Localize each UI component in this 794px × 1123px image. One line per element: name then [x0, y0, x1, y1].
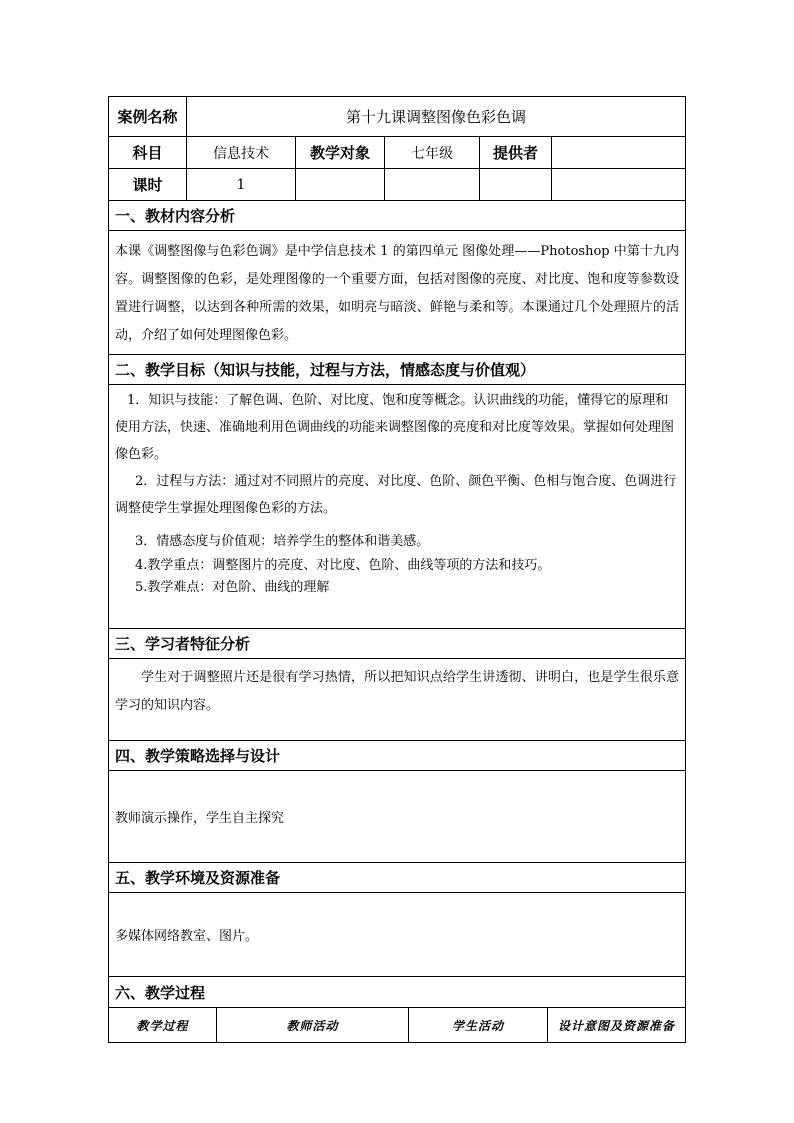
section-1-body: 本课《调整图像与色彩色调》是中学信息技术 1 的第四单元 图像处理——Photoshop 中第十九内容。调整图像的色彩，是处理图像的一个重要方面，包括对图像的亮度、对比度、饱和度等参数设置进行调整，以达到各种所需的效果，如明亮与暗淡、鲜艳与柔和等。本课通过几个处理照片的活动，介绍了如何处理图像色彩。: [109, 231, 686, 355]
section-6-title: 六、教学过程: [109, 977, 686, 1008]
hours-value: 1: [187, 169, 296, 201]
process-header-table: [108, 1007, 686, 1043]
section-5-title: 五、教学环境及资源准备: [109, 863, 686, 893]
audience-label: 教学对象: [296, 137, 385, 169]
case-name-label: 案例名称: [109, 97, 187, 137]
goal-process: 2．过程与方法：通过对不同照片的亮度、对比度、色阶、颜色平衡、色相与饱合度、色调进行调整使学生掌握处理图像色彩的方法。: [115, 474, 677, 516]
lesson-plan-page: [108, 96, 685, 1043]
subject-label: 科目: [109, 137, 187, 169]
subject-value: 信息技术: [187, 137, 296, 169]
section-2-title: 二、教学目标（知识与技能，过程与方法，情感态度与价值观）: [109, 355, 686, 385]
goal-attitude: 3．情感态度与价值观：培养学生的整体和谐美感。: [135, 534, 430, 549]
section-4-body: 教师演示操作，学生自主探究: [109, 771, 686, 863]
teacher-activity-header: 教师活动: [217, 1008, 409, 1043]
goal-knowledge: 1．知识与技能：了解色调、色阶、对比度、饱和度等概念。认识曲线的功能，懂得它的原理和使用方法，快速、准确地利用色调曲线的功能来调整图像的亮度和对比度等效果。掌握如何处理图像色彩。: [115, 393, 675, 462]
audience-value: 七年级: [385, 137, 480, 169]
provider-value: [552, 137, 686, 169]
section-2-body: [109, 385, 686, 629]
section-3-body: 学生对于调整照片还是很有学习热情，所以把知识点给学生讲透彻、讲明白，也是学生很乐意学习的知识内容。: [109, 659, 686, 741]
provider-label: 提供者: [480, 137, 552, 169]
empty-cell: [385, 169, 480, 201]
hours-label: 课时: [109, 169, 187, 201]
empty-cell: [480, 169, 552, 201]
design-intent-header: 设计意图及资源准备: [548, 1008, 686, 1043]
section-5-body: 多媒体网络教室、图片。: [109, 893, 686, 977]
case-name-value: 第十九课调整图像色彩色调: [187, 97, 686, 137]
empty-cell: [552, 169, 686, 201]
goal-difficulties: 5.教学难点：对色阶、曲线的理解: [135, 580, 330, 595]
process-stage-header: 教学过程: [109, 1008, 217, 1043]
student-activity-header: 学生活动: [409, 1008, 548, 1043]
section-4-title: 四、教学策略选择与设计: [109, 741, 686, 771]
empty-cell: [296, 169, 385, 201]
goal-key-points: 4.教学重点：调整图片的亮度、对比度、色阶、曲线等项的方法和技巧。: [135, 558, 551, 573]
section-1-title: 一、教材内容分析: [109, 201, 686, 231]
section-3-title: 三、学习者特征分析: [109, 629, 686, 659]
lesson-info-table: [108, 96, 686, 1008]
